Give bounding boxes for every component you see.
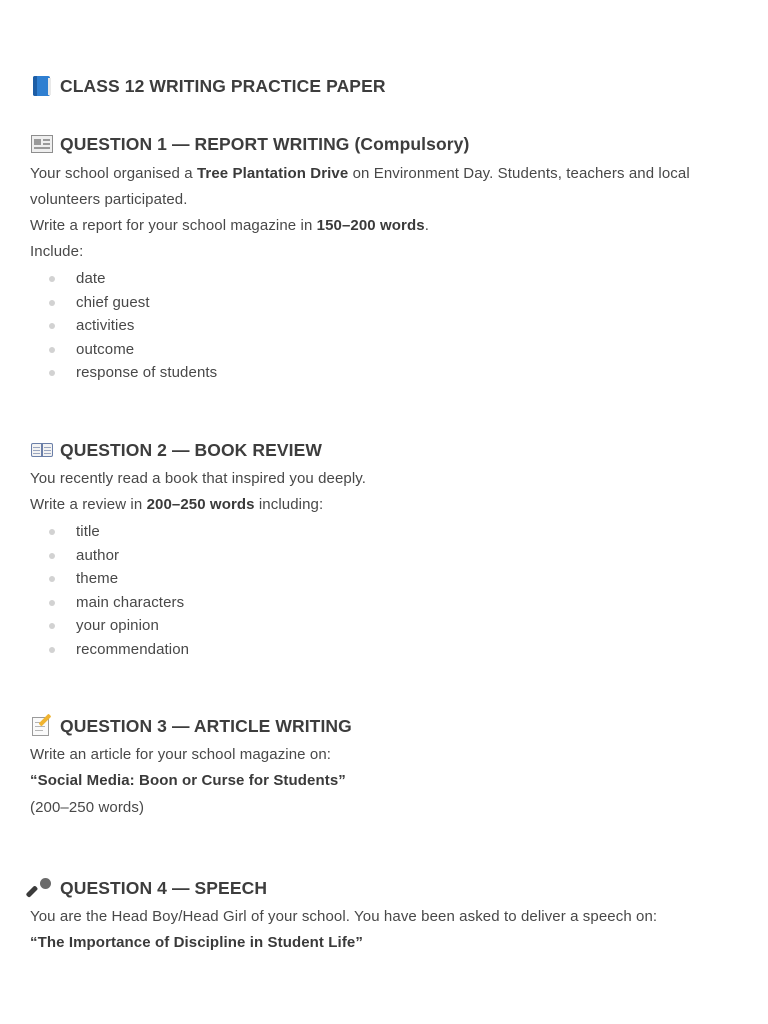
bullet-icon — [49, 300, 55, 306]
question-2-paragraph: You recently read a book that inspired you deeply. — [30, 470, 367, 487]
list-item: title — [30, 520, 189, 544]
bullet-icon — [49, 647, 55, 653]
bullet-icon — [49, 529, 55, 535]
question-3-word-limit: (200–250 words) — [30, 799, 145, 816]
list-item: your opinion — [30, 614, 189, 638]
list-item: response of students — [30, 361, 217, 385]
question-3-heading — [30, 714, 352, 738]
bullet-icon — [49, 553, 55, 559]
newspaper-icon — [30, 132, 54, 156]
word-limit-text: 150–200 words — [316, 217, 425, 234]
question-4-heading — [30, 876, 267, 900]
question-1-paragraph-line-2: volunteers participated. — [30, 191, 188, 208]
blue-book-icon — [30, 74, 54, 98]
bullet-icon — [49, 276, 55, 282]
bullet-icon — [49, 347, 55, 353]
question-1-paragraph-line-1: Your school organised a Tree Plantation Drive on Environment Day. Students, teachers and local — [30, 165, 690, 182]
question-3-paragraph: Write an article for your school magazine on: — [30, 746, 332, 763]
bullet-icon — [49, 600, 55, 606]
question-2-heading-text: QUESTION 2 — BOOK REVIEW — [60, 439, 323, 460]
list-item: author — [30, 544, 189, 568]
question-3-topic: “Social Media: Boon or Curse for Students” — [30, 772, 346, 789]
list-item: outcome — [30, 338, 217, 362]
memo-icon — [30, 714, 54, 738]
question-1-word-limit: Write a report for your school magazine in 150–200 words. — [30, 217, 429, 234]
question-1-heading — [30, 132, 469, 156]
list-item: date — [30, 267, 217, 291]
document-title-text: CLASS 12 WRITING PRACTICE PAPER — [60, 75, 386, 96]
bullet-icon — [49, 323, 55, 329]
document-title — [30, 74, 386, 98]
word-limit-text: 200–250 words — [146, 496, 255, 513]
list-item: recommendation — [30, 638, 189, 662]
question-2-word-limit: Write a review in 200–250 words including: — [30, 496, 324, 513]
bullet-icon — [49, 576, 55, 582]
question-2-points-list — [30, 520, 189, 661]
question-1-include-label: Include: — [30, 243, 84, 260]
question-1-heading-text: QUESTION 1 — REPORT WRITING (Compulsory) — [60, 133, 470, 154]
list-item: main characters — [30, 591, 189, 615]
question-2-heading — [30, 438, 322, 462]
question-1-points-list — [30, 267, 217, 385]
bullet-icon — [49, 623, 55, 629]
bullet-icon — [49, 370, 55, 376]
list-item: chief guest — [30, 291, 217, 315]
question-3-heading-text: QUESTION 3 — ARTICLE WRITING — [60, 715, 352, 736]
list-item: activities — [30, 314, 217, 338]
emphasis-text: Tree Plantation Drive — [196, 165, 349, 182]
list-item: theme — [30, 567, 189, 591]
question-4-topic: “The Importance of Discipline in Student Life” — [30, 934, 363, 951]
microphone-icon — [30, 876, 54, 900]
question-4-heading-text: QUESTION 4 — SPEECH — [60, 877, 268, 898]
question-4-paragraph: You are the Head Boy/Head Girl of your school. You have been asked to deliver a speech on: — [30, 908, 658, 925]
open-book-icon — [30, 438, 54, 462]
